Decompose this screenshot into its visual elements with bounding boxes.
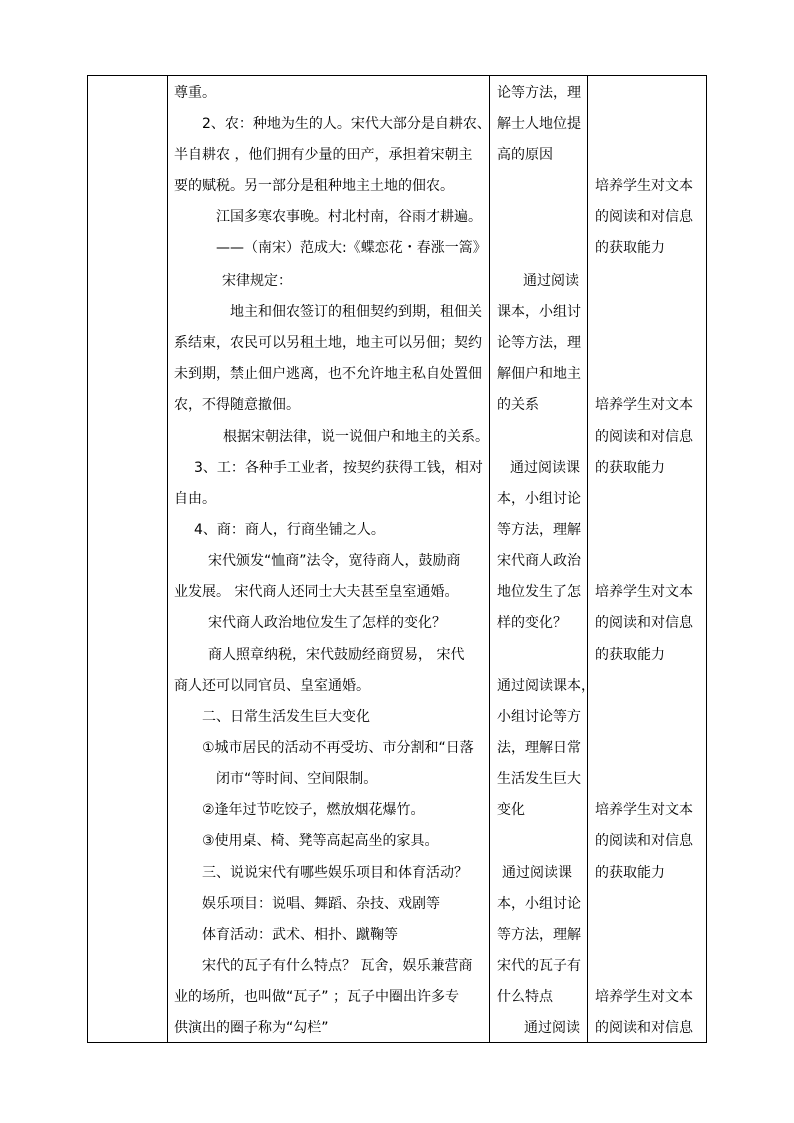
intent-line: 的阅读和对信息	[595, 1020, 693, 1036]
activity-line: 解佃户和地主	[497, 366, 581, 382]
content-line: 闭市“等时间、空间限制。	[216, 771, 378, 787]
activity-line: 什么特点	[497, 989, 553, 1005]
content-line: 商人还可以同官员、皇室通婚。	[174, 678, 370, 694]
design-intent-column	[588, 76, 707, 1042]
activity-line: 通过阅读课本，	[497, 678, 595, 694]
activity-line: 法，理解日常	[497, 740, 581, 756]
content-line: 自由。	[174, 491, 216, 507]
content-line: 尊重。	[174, 85, 216, 101]
activity-line: 高的原因	[497, 147, 553, 163]
intent-line: 的阅读和对信息	[595, 833, 693, 849]
content-line: 宋代颁发“恤商”法令，宽待商人，鼓励商	[208, 553, 461, 569]
intent-line: 培养学生对文本	[595, 989, 693, 1005]
content-line: 根据宋朝法律，说一说佃户和地主的关系。	[223, 429, 489, 445]
activity-line: 论等方法，理	[497, 335, 581, 351]
lesson-plan-table	[87, 75, 707, 1043]
activity-line: 宋代商人政治	[497, 553, 581, 569]
content-line: 4、商：商人，行商坐铺之人。	[194, 522, 385, 538]
content-line: 商人照章纳税，宋代鼓励经商贸易， 宋代	[208, 647, 465, 663]
content-line: 2、农：种地为生的人。宋代大部分是自耕农、	[202, 116, 491, 132]
intent-line: 的阅读和对信息	[595, 615, 693, 631]
intent-line: 的获取能力	[595, 460, 665, 476]
activity-line: 通过阅读课	[502, 865, 572, 881]
content-line: 半自耕农 ，他们拥有少量的田产，承担着宋朝主	[174, 147, 473, 163]
content-line: ①城市居民的活动不再受坊、市分割和“日落	[202, 740, 474, 756]
teaching-content-column	[168, 76, 491, 1042]
intent-line: 的阅读和对信息	[595, 429, 693, 445]
content-line: 业发展。 宋代商人还同士大夫甚至皇室通婚。	[174, 584, 459, 600]
intent-line: 培养学生对文本	[595, 397, 693, 413]
intent-line: 培养学生对文本	[595, 802, 693, 818]
content-line: 业的场所，也叫做“瓦子” ；瓦子中圈出许多专	[174, 989, 459, 1005]
activity-line: 等方法，理解	[497, 522, 581, 538]
activity-line: 解士人地位提	[497, 116, 581, 132]
content-line: 三、说说宋代有哪些娱乐项目和体育活动？	[202, 865, 468, 881]
content-line: ③使用桌、椅、凳等高起高坐的家具。	[202, 833, 439, 849]
content-line: 3、工：各种手工业者，按契约获得工钱，相对	[194, 460, 483, 476]
activity-line: 课本，小组讨	[497, 304, 581, 320]
intent-line: 的获取能力	[595, 647, 665, 663]
content-line: 未到期，禁止佃户逃离，也不允许地主私自处置佃	[174, 366, 482, 382]
activity-line: 的关系	[497, 397, 539, 413]
intent-line: 培养学生对文本	[595, 178, 693, 194]
student-activity-column	[490, 76, 595, 1042]
section-column	[88, 76, 167, 1042]
activity-line: 论等方法，理	[497, 85, 581, 101]
activity-line: 生活发生巨大	[497, 771, 581, 787]
content-line: 宋代商人政治地位发生了怎样的变化？	[208, 615, 446, 631]
intent-line: 的获取能力	[595, 240, 665, 256]
activity-line: 地位发生了怎	[497, 584, 581, 600]
activity-line: 变化	[497, 802, 525, 818]
content-line: 农，不得随意撤佃。	[174, 397, 300, 413]
poem-line: 江国多寒农事晚。村北村南，谷雨才耕遍。	[216, 209, 482, 225]
activity-line: 等方法，理解	[497, 927, 581, 943]
content-line: 宋代的瓦子有什么特点？ 瓦舍，娱乐兼营商	[202, 958, 473, 974]
activity-line: 通过阅读	[524, 1020, 580, 1036]
content-line: 娱乐项目：说唱、舞蹈、杂技、戏剧等	[202, 896, 440, 912]
intent-line: 培养学生对文本	[595, 584, 693, 600]
intent-line: 的获取能力	[595, 865, 665, 881]
content-line: 系结束，农民可以另租土地，地主可以另佃；契约	[174, 335, 482, 351]
content-line: 要的赋税。另一部分是租种地主土地的佃农。	[174, 178, 454, 194]
intent-line: 的阅读和对信息	[595, 209, 693, 225]
content-line: ②逢年过节吃饺子，燃放烟花爆竹。	[202, 802, 425, 818]
content-line: 二、日常生活发生巨大变化	[202, 709, 370, 725]
activity-line: 宋代的瓦子有	[497, 958, 581, 974]
activity-line: 样的变化？	[497, 615, 567, 631]
content-line: 宋律规定：	[222, 273, 292, 289]
activity-line: 通过阅读	[523, 273, 579, 289]
content-line: 地主和佃农签订的租佃契约到期，租佃关	[230, 304, 482, 320]
activity-line: 本，小组讨论	[497, 896, 581, 912]
poem-source: ——（南宋）范成大:《蝶恋花・春涨一篙》	[216, 240, 487, 256]
activity-line: 小组讨论等方	[497, 709, 581, 725]
content-line: 供演出的圈子称为“勾栏”	[174, 1020, 329, 1036]
activity-line: 通过阅读课	[510, 460, 580, 476]
content-line: 体育活动：武术、相扑、蹴鞠等	[202, 927, 398, 943]
activity-line: 本，小组讨论	[497, 491, 581, 507]
